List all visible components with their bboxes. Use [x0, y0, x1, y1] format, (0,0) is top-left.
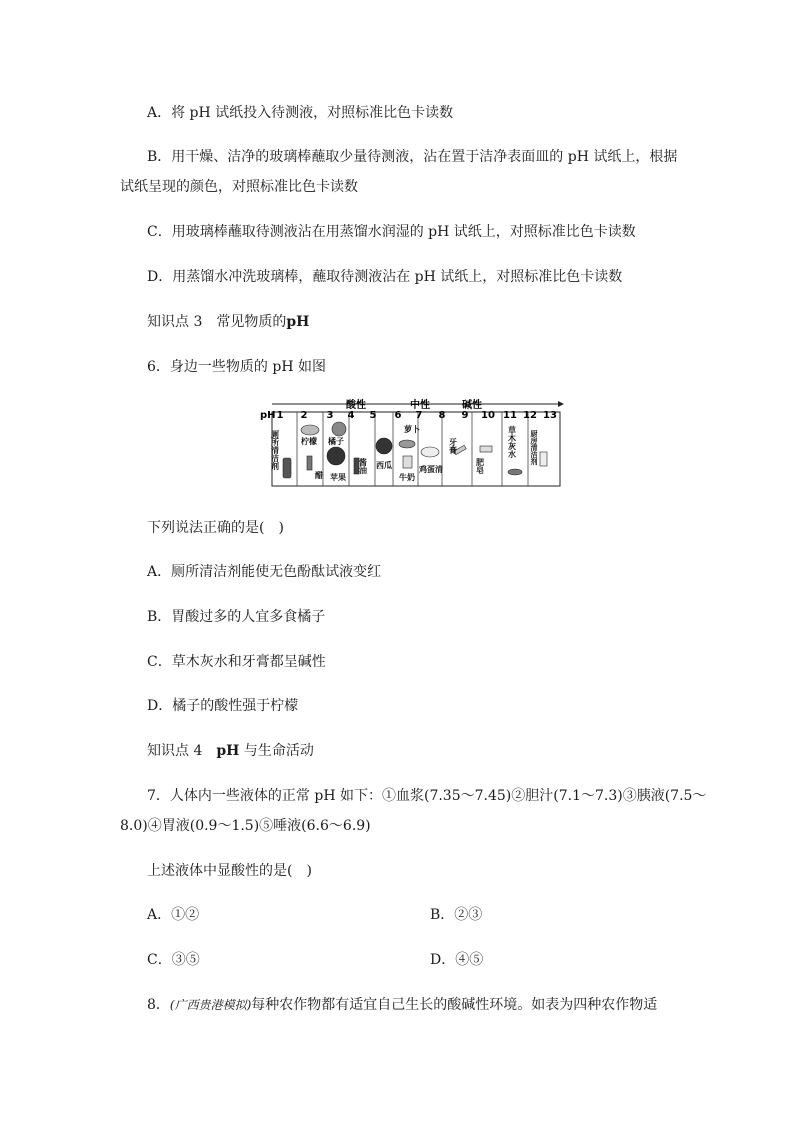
q7-stem-line2: 8.0)④胃液(0.9～1.5)⑤唾液(6.6～6.9)	[120, 818, 371, 834]
lemon-icon	[301, 425, 319, 435]
tick-6: 6	[394, 410, 402, 421]
label-watermelon: 西瓜	[376, 461, 392, 470]
q6-stem: 6．身边一些物质的 pH 如图	[147, 359, 326, 375]
label-orange: 橘子	[328, 437, 344, 446]
q6-ask: 下列说法正确的是( )	[147, 520, 284, 536]
q6-option-c: C．草木灰水和牙膏都呈碱性	[147, 654, 326, 670]
label-toilet-cleaner: 厕所清洁剂	[270, 430, 280, 470]
label-vinegar: 醋	[315, 471, 323, 480]
knowledge-point-4	[147, 742, 314, 760]
q8-number: 8．	[147, 997, 170, 1013]
tick-2: 2	[300, 410, 308, 421]
q6-option-d: D．橘子的酸性强于柠檬	[147, 698, 299, 714]
apple-icon	[327, 447, 345, 465]
egg-white-icon	[421, 447, 439, 457]
axis-arrow-icon	[558, 401, 564, 407]
label-kitchen-cleaner: 厨房清洁剂	[530, 430, 538, 465]
orange-icon	[332, 422, 346, 436]
q5-option-b-line2: 试纸呈现的颜色，对照标准比色卡读数	[120, 179, 358, 195]
tick-10: 10	[481, 410, 495, 421]
kp4-suffix: 与生命活动	[239, 743, 314, 759]
q5-option-c: C．用玻璃棒蘸取待测液沾在用蒸馏水润湿的 pH 试纸上，对照标准比色卡读数	[147, 224, 636, 240]
tick-7: 7	[415, 410, 423, 421]
q7-stem-line1: 7．人体内一些液体的正常 pH 如下：①血浆(7.35～7.45)②胆汁(7.1～7.3)③胰液(7.5～	[147, 788, 707, 804]
q8-source: (广西贵港模拟)	[169, 998, 252, 1012]
q6-option-b: B．胃酸过多的人宜多食橘子	[147, 609, 326, 625]
tick-13: 13	[543, 410, 557, 421]
q7-option-b: B．②③	[430, 907, 483, 923]
q7-option-c: C．③⑤	[147, 952, 200, 968]
label-soap: 肥皂	[475, 458, 485, 474]
q7-option-d: D．④⑤	[430, 952, 484, 968]
q7-ask: 上述液体中显酸性的是( )	[147, 863, 312, 879]
ph-label: pH	[260, 410, 276, 421]
kp4-bold: pH	[216, 743, 240, 759]
q8-text: 每种农作物都有适宜自己生长的酸碱性环境。如表为四种农作物适	[251, 997, 658, 1013]
soap-icon	[480, 446, 492, 452]
tick-9: 9	[461, 410, 469, 421]
tick-5: 5	[369, 410, 377, 421]
tick-12: 12	[523, 410, 537, 421]
kp3-bold: pH	[286, 314, 310, 330]
acid-label: 酸性	[346, 400, 366, 411]
knowledge-point-3	[147, 313, 309, 331]
watermelon-icon	[376, 438, 392, 454]
tick-1: 1	[276, 410, 284, 421]
radish-icon	[399, 440, 415, 448]
label-lemon: 柠檬	[301, 437, 317, 446]
kitchen-cleaner-bottle-icon	[540, 452, 547, 466]
q7-option-a: A．①②	[147, 907, 200, 923]
kp3-prefix: 知识点 3 常见物质的	[147, 314, 287, 330]
label-milk: 牛奶	[399, 473, 415, 482]
toilet-cleaner-bottle-icon	[283, 458, 291, 478]
tick-8: 8	[438, 410, 446, 421]
label-ash-water: 草木灰水	[507, 426, 517, 458]
tick-11: 11	[503, 410, 517, 421]
base-label: 碱性	[462, 400, 482, 411]
label-egg-white: 鸡蛋清	[419, 465, 443, 474]
tick-3: 3	[326, 410, 334, 421]
q5-option-a: A．将 pH 试纸投入待测液，对照标准比色卡读数	[147, 105, 454, 121]
ash-water-icon	[508, 469, 522, 475]
tick-4: 4	[347, 410, 355, 421]
label-soy: 酱油	[358, 458, 368, 474]
q8-stem	[147, 996, 657, 1014]
label-apple: 苹果	[330, 473, 346, 482]
q5-option-d: D．用蒸馏水冲洗玻璃棒，蘸取待测液沾在 pH 试纸上，对照标准比色卡读数	[147, 269, 623, 285]
q6-option-a: A．厕所清洁剂能使无色酚酞试液变红	[147, 564, 382, 580]
label-toothpaste: 牙膏	[448, 438, 458, 454]
q5-option-b-line1: B．用干燥、洁净的玻璃棒蘸取少量待测液，沾在置于洁净表面皿的 pH 试纸上，根据	[147, 149, 678, 165]
milk-carton-icon	[403, 456, 412, 468]
kp4-prefix: 知识点 4	[147, 743, 217, 759]
vinegar-bottle-icon	[307, 456, 312, 470]
ph-chart	[258, 396, 564, 490]
neutral-label: 中性	[410, 400, 430, 411]
label-radish: 萝卜	[404, 425, 420, 434]
